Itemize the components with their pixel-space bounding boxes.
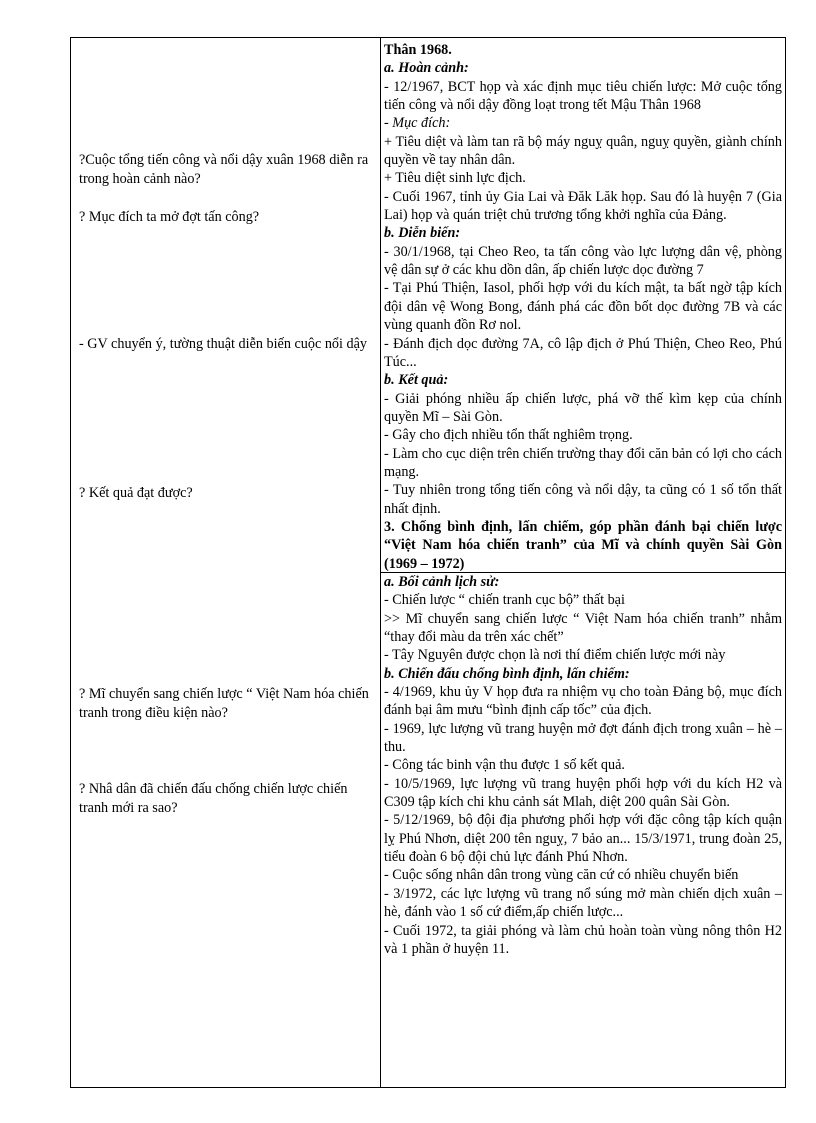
heading-than-1968: Thân 1968. bbox=[384, 42, 452, 58]
subheading-context: a. Hoàn cảnh: bbox=[384, 60, 469, 77]
content-line: - 30/1/1968, tại Cheo Reo, ta tấn công vào lực lượng dân vệ, phòng vệ dân sự ở các khu dồn dân, ấp chiến lược dọc đường 7 bbox=[384, 243, 782, 279]
content-line: + Tiêu diệt sinh lực địch. bbox=[384, 170, 526, 187]
content-line: - Công tác binh vận thu được 1 số kết quả. bbox=[384, 757, 625, 774]
question-vietnamization: ? Mĩ chuyển sang chiến lược “ Việt Nam hóa chiến tranh trong điều kiện nào? bbox=[79, 686, 369, 721]
content-line: - 3/1972, các lực lượng vũ trang nổ súng mở màn chiến dịch xuân – hè, đánh vào 1 số cứ điểm,ấp chiến lược... bbox=[384, 885, 782, 921]
subheading-fight: b. Chiến đấu chống bình định, lấn chiếm: bbox=[384, 665, 630, 682]
content-line: + Tiêu diệt và làm tan rã bộ máy nguỵ quân, nguỵ quyền, giành chính quyền về tay nhân dân. bbox=[384, 133, 782, 169]
content-line: - Tuy nhiên trong tổng tiến công và nổi dậy, ta cũng có 1 số tổn thất nhất định. bbox=[384, 482, 782, 517]
content-line: - Cuối 1967, tỉnh ủy Gia Lai và Đăk Lăk họp. Sau đó là huyện 7 (Gia Lai) họp và quán triệt chủ trương tổng khởi nghĩa của Đảng. bbox=[384, 188, 782, 224]
subheading-background: a. Bối cảnh lịch sử: bbox=[384, 573, 500, 590]
content-line: - 4/1969, khu ủy V họp đưa ra nhiệm vụ cho toàn Đảng bộ, mục đích đánh bại âm mưu “bình định cấp tốc” của địch. bbox=[384, 684, 782, 719]
content-line: - 12/1967, BCT họp và xác định mục tiêu chiến lược: Mở cuộc tổng tiến công và nổi dậy đồng loạt trong tết Mậu Thân 1968 bbox=[384, 78, 782, 114]
content-line: - Làm cho cục diện trên chiến trường thay đổi căn bản có lợi cho cách mạng. bbox=[384, 445, 782, 480]
content-line: - Cuộc sống nhân dân trong vùng căn cứ có nhiều chuyển biến bbox=[384, 867, 739, 884]
subheading-events: b. Diễn biến: bbox=[384, 225, 461, 242]
subheading-purpose: - Mục đích: bbox=[384, 115, 451, 132]
content-line: - Chiến lược “ chiến tranh cục bộ” thất bại bbox=[384, 592, 625, 609]
subheading-results: b. Kết quả: bbox=[384, 372, 449, 389]
lesson-content bbox=[384, 41, 782, 958]
question-purpose: ? Mục đích ta mở đợt tấn công? bbox=[79, 209, 260, 225]
content-line: - Giải phóng nhiều ấp chiến lược, phá vỡ thế kìm kẹp của chính quyền Mĩ – Sài Gòn. bbox=[384, 390, 782, 425]
content-line: - 1969, lực lượng vũ trang huyện mở đợt đánh địch trong xuân – hè – thu. bbox=[384, 720, 782, 756]
question-context-1968: ?Cuộc tổng tiến công và nổi dậy xuân 1968 diễn ra trong hoàn cảnh nào? bbox=[79, 152, 369, 187]
teacher-note-events: - GV chuyển ý, tường thuật diễn biến cuộc nổi dậy bbox=[79, 336, 367, 352]
content-line: - Đánh địch dọc đường 7A, cô lập địch ở Phú Thiện, Cheo Reo, Phú Túc... bbox=[384, 335, 782, 370]
section-heading-3: 3. Chống bình định, lấn chiếm, góp phần đánh bại chiến lược “Việt Nam hóa chiến tranh” của Mĩ và chính quyền Sài Gòn (1969 – 1972) bbox=[384, 518, 782, 572]
content-line: - Tây Nguyên được chọn là nơi thí điểm chiến lược mới này bbox=[384, 647, 726, 664]
lesson-table bbox=[70, 37, 786, 1088]
content-line: - Tại Phú Thiện, Iasol, phối hợp với du kích mật, ta bất ngờ tập kích đội dân vệ Wong Bong, đánh phá các đồn bốt dọc đường 7B và các vùng quanh đồn Rơ nol. bbox=[384, 280, 782, 334]
content-line: - Cuối 1972, ta giải phóng và làm chủ hoàn toàn vùng nông thôn H2 và 1 phần ở huyện 11. bbox=[384, 922, 782, 957]
question-resistance: ? Nhâ dân đã chiến đấu chống chiến lược chiến tranh mới ra sao? bbox=[79, 781, 348, 816]
content-line: - Gây cho địch nhiều tổn thất nghiêm trọng. bbox=[384, 427, 633, 444]
question-results: ? Kết quả đạt được? bbox=[79, 485, 193, 501]
content-line: - 10/5/1969, lực lượng vũ trang huyện phối hợp với du kích H2 và C309 tập kích chi khu cảnh sát Mlah, diệt 200 quân Sài Gòn. bbox=[384, 775, 782, 811]
content-line: >> Mĩ chuyển sang chiến lược “ Việt Nam hóa chiến tranh” nhằm “thay đổi màu da trên xác chết” bbox=[384, 610, 782, 645]
content-line: - 5/12/1969, bộ đội địa phương phối hợp với đặc công tập kích quận lỵ Phú Nhơn, diệt 200 tên nguỵ, 7 bảo an... 15/3/1971, trung đoàn 25, tiểu đoàn 6 bộ đội chủ lực đánh Phú Nhơn. bbox=[384, 812, 782, 866]
column-divider bbox=[380, 38, 381, 1087]
